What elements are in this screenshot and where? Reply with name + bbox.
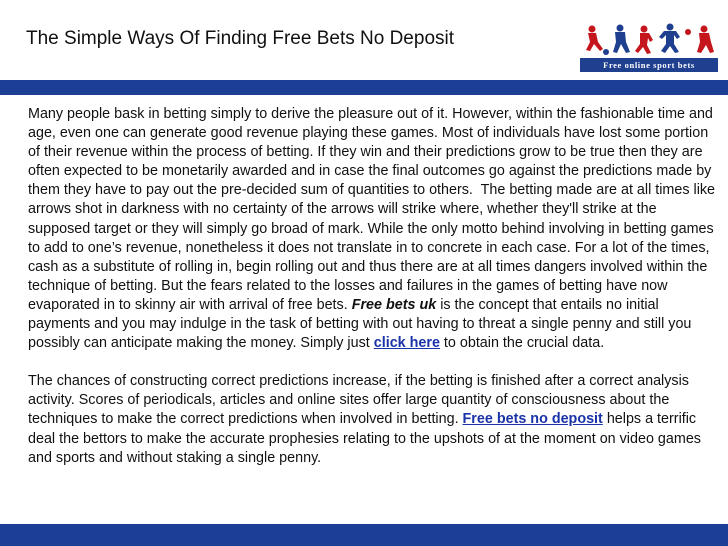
free-bets-uk-emphasis: Free bets uk [351,296,437,313]
paragraph-intro [28,105,716,353]
paragraph-analysis-text-2: helps a terrific deal the bettors to make the accurate prophesies relating to the upshots of at the moment on video games and sports and without staking a single penny. [28,411,701,466]
site-logo [580,22,718,72]
paragraph-intro-text-1: Many people bask in betting simply to derive the pleasure out of it. However, within the fashionable time and age, even one can generate good revenue playing these games. Most of individuals have lost some portion of their revenue within the process of betting. If they win and their predictions grow to be true then they are often expected to be monetarily awarded and in case the final outcomes go against the predictions made by them they have to pay out the pre-decided sum of quantities to others. The betting made are at all times like arrows shot in darkness with no certainty of the arrows will strike where, whether they'll strike at the supposed target or they will simply go broad of mark. While the only motto behind involving in betting games to add to one’s revenue, nonetheless it does not translate in to concrete in each case. For a lot of the times, cash as a substitute of rolling in, begin rolling out and thus there are at all times dangers involved within the technique of betting. But the fears related to the losses and failures in the games of betting have now evaporated in to skinny air with arrival of free bets. [28,106,716,313]
soccer-player-silhouettes-icon [580,22,718,58]
paragraph-analysis [28,372,716,467]
header-band [0,80,728,95]
logo-tagline: Free online sport bets [580,58,718,72]
paragraph-analysis-text-1: The chances of constructing correct predictions increase, if the betting is finished after a correct analysis activity. Scores of periodicals, articles and online sites offer large quantity of consciousness about the techniques to make the correct predictions when involved in betting. [28,373,689,428]
click-here-link[interactable]: click here [373,335,440,352]
paragraph-intro-text-3: to obtain the crucial data. [439,335,605,352]
paragraph-intro-text-2: is the concept that entails no initial payments and you may indulge in the task of betting with out having to threat a single penny and still you possibly can anticipate making the money. Simply just [28,296,692,352]
slide-body [28,105,716,468]
footer-band [0,524,728,546]
free-bets-no-deposit-link[interactable]: Free bets no deposit [462,411,603,428]
slide-title: The Simple Ways Of Finding Free Bets No Deposit [26,28,455,49]
